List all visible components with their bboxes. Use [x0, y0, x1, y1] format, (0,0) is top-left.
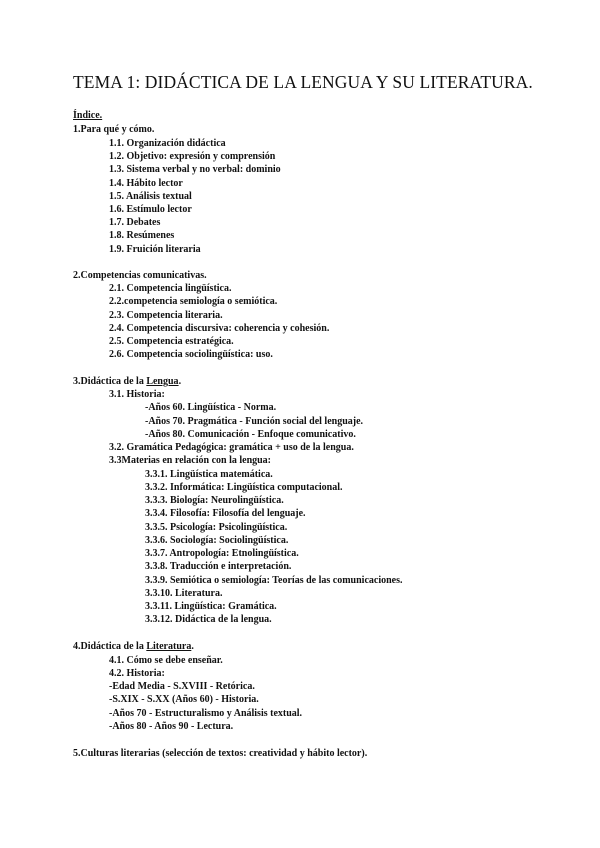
section-3-materias-item: 3.3.7. Antropología: Etnolingüística. [145, 548, 299, 559]
section-3-materias-item: 3.3.6. Sociología: Sociolingüística. [145, 535, 289, 546]
section-4-historia-item: -Años 80 - Años 90 - Lectura. [109, 721, 234, 732]
section-3-heading [73, 376, 181, 388]
section-3-materias-item: 3.3.11. Lingüística: Gramática. [145, 601, 277, 612]
section-3-gramatica: 3.2. Gramática Pedagógica: gramática + uso de la lengua. [109, 442, 354, 453]
section-2-item: 2.6. Competencia sociolingüística: uso. [109, 349, 273, 360]
document-title: TEMA 1: DIDÁCTICA DE LA LENGUA Y SU LITERATURA. [73, 72, 533, 92]
section-4-heading-prefix: 4.Didáctica de la [73, 641, 147, 652]
section-2-item: 2.2.competencia semiología o semiótica. [109, 296, 278, 307]
section-3-materias-item: 3.3.10. Literatura. [145, 588, 223, 599]
index-heading: Índice. [73, 110, 103, 121]
section-3-materias-item: 3.3.2. Informática: Lingüística computacional. [145, 482, 343, 493]
section-1-item: 1.4. Hábito lector [109, 178, 183, 189]
section-4-historia-item: -S.XIX - S.XX (Años 60) - Historia. [109, 694, 259, 705]
section-3-historia-item: -Años 80. Comunicación - Enfoque comunicativo. [145, 429, 356, 440]
section-3-materias-item: 3.3.5. Psicología: Psicolingüística. [145, 522, 288, 533]
section-4-heading-underlined: Literatura [146, 641, 192, 652]
section-4-historia-item: -Años 70 - Estructuralismo y Análisis textual. [109, 708, 303, 719]
section-1-item: 1.9. Fruición literaria [109, 244, 201, 255]
section-3-historia-item: -Años 60. Lingüística - Norma. [145, 402, 277, 413]
section-4-heading-suffix: . [191, 641, 194, 652]
section-3-historia: 3.1. Historia: [109, 389, 165, 400]
section-1-item: 1.6. Estímulo lector [109, 204, 192, 215]
section-1-heading: 1.Para qué y cómo. [73, 124, 155, 135]
section-3-heading-underlined: Lengua [146, 376, 179, 387]
section-1-item: 1.2. Objetivo: expresión y comprensión [109, 151, 276, 162]
section-3-historia-item: -Años 70. Pragmática - Función social del lenguaje. [145, 416, 364, 427]
section-4-item: 4.1. Cómo se debe enseñar. [109, 655, 223, 666]
section-2-item: 2.4. Competencia discursiva: coherencia y cohesión. [109, 323, 330, 334]
section-1-item: 1.3. Sistema verbal y no verbal: dominio [109, 164, 281, 175]
section-3-materias-item: 3.3.8. Traducción e interpretación. [145, 561, 292, 572]
section-2-heading: 2.Competencias comunicativas. [73, 270, 207, 281]
section-1-item: 1.8. Resúmenes [109, 230, 175, 241]
section-3-heading-suffix: . [178, 376, 182, 387]
section-3-materias: 3.3Materias en relación con la lengua: [109, 455, 272, 466]
section-4-item: 4.2. Historia: [109, 668, 165, 679]
section-3-materias-item: 3.3.4. Filosofía: Filosofía del lenguaje. [145, 508, 306, 519]
section-3-materias-item: 3.3.9. Semiótica o semiología: Teorías de las comunicaciones. [145, 575, 403, 586]
section-3-materias-item: 3.3.12. Didáctica de la lengua. [145, 614, 272, 625]
section-3-heading-prefix: 3.Didáctica de la [73, 376, 147, 387]
section-4-heading [73, 641, 194, 653]
section-1-item: 1.5. Análisis textual [109, 191, 192, 202]
section-2-item: 2.1. Competencia lingüística. [109, 283, 232, 294]
section-5-heading: 5.Culturas literarias (selección de textos: creatividad y hábito lector). [73, 748, 368, 759]
section-2-item: 2.3. Competencia literaria. [109, 310, 223, 321]
section-3-materias-item: 3.3.1. Lingüística matemática. [145, 469, 273, 480]
section-1-item: 1.7. Debates [109, 217, 161, 228]
section-4-historia-item: -Edad Media - S.XVIII - Retórica. [109, 681, 255, 692]
section-2-item: 2.5. Competencia estratégica. [109, 336, 234, 347]
section-1-item: 1.1. Organización didáctica [109, 138, 226, 149]
section-3-materias-item: 3.3.3. Biología: Neurolingüística. [145, 495, 284, 506]
